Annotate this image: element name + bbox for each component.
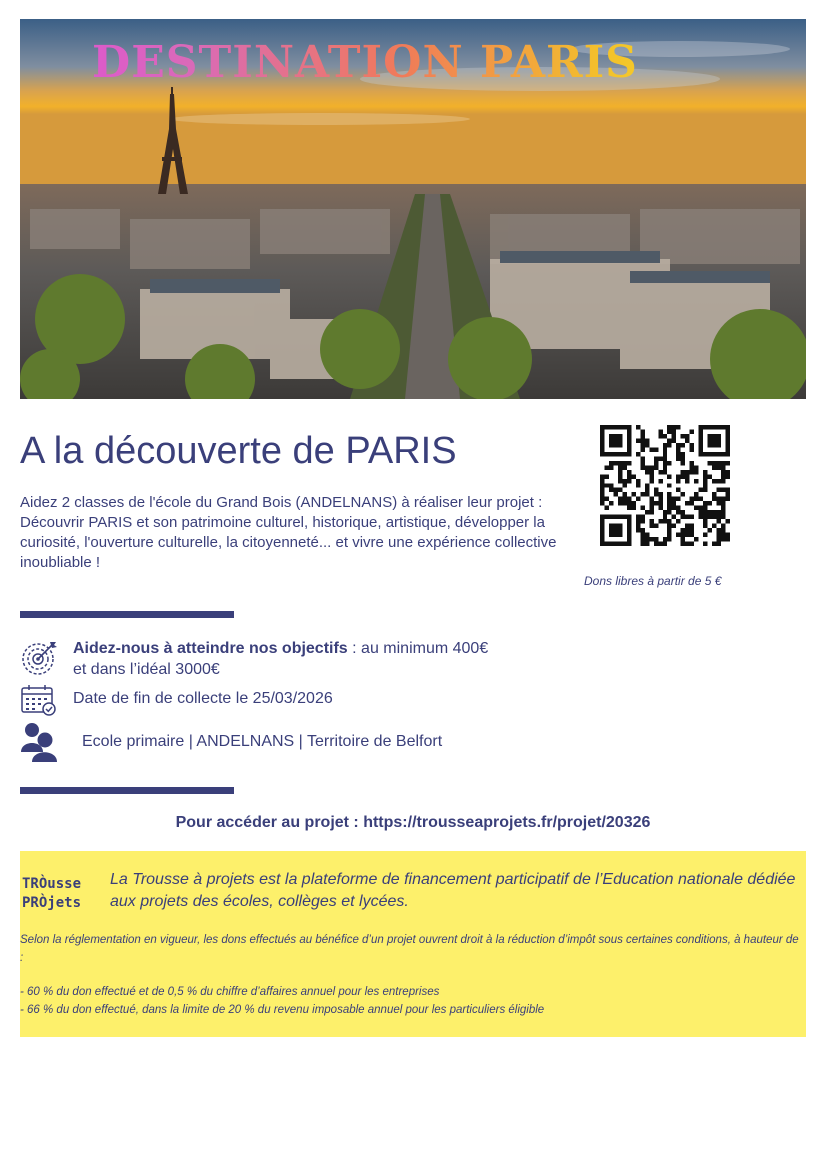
logo-line-1: TRÒusse bbox=[22, 876, 82, 892]
end-date: Date de fin de collecte le 25/03/2026 bbox=[73, 690, 333, 707]
calendar-icon bbox=[21, 684, 57, 716]
info-box bbox=[20, 851, 806, 1037]
platform-description: La Trousse à projets est la plateforme de financement participatif de l’Education nationale dédiée aux projets des écoles, collèges et lycées. bbox=[110, 871, 796, 910]
goal-text bbox=[73, 638, 488, 680]
qr-code-icon[interactable] bbox=[600, 425, 730, 546]
people-icon bbox=[21, 722, 57, 762]
divider-bottom bbox=[20, 787, 234, 794]
project-description: Aidez 2 classes de l'école du Grand Bois (ANDELNANS) à réaliser leur projet : Découvrir PARIS et son patrimoine culturel, historique, artistique, développer la curiosité, l'ouverture culturelle, la citoyenneté... et vivre une expérience collective inoubliable ! bbox=[20, 494, 557, 571]
donation-note: Dons libres à partir de 5 € bbox=[584, 574, 722, 588]
goal-ideal: et dans l’idéal 3000€ bbox=[73, 661, 220, 678]
school-info: Ecole primaire | ANDELNANS | Territoire de Belfort bbox=[82, 733, 443, 750]
legal-item-companies: - 60 % du don effectué et de 0,5 % du chiffre d’affaires annuel pour les entreprises bbox=[20, 986, 440, 998]
legal-intro: Selon la réglementation en vigueur, les dons effectués au bénéfice d’un projet ouvrent droit à la réduction d’impôt sous certaines conditions, à hauteur de : bbox=[20, 934, 799, 964]
trousse-a-projets-logo bbox=[22, 869, 92, 913]
goal-minimum: : au minimum 400€ bbox=[347, 640, 489, 657]
goal-label: Aidez-nous à atteindre nos objectifs bbox=[73, 640, 348, 657]
tax-legal-notice bbox=[20, 932, 800, 1019]
hero-title: DESTINATION PARIS bbox=[20, 37, 710, 88]
hero-banner bbox=[20, 19, 806, 399]
target-icon bbox=[21, 640, 59, 676]
logo-line-2: PRÒjets bbox=[22, 895, 82, 911]
divider-top bbox=[20, 611, 234, 618]
project-title: A la découverte de PARIS bbox=[20, 430, 457, 472]
project-link[interactable]: Pour accéder au projet : https://trousseaprojets.fr/projet/20326 bbox=[175, 814, 651, 831]
legal-item-individuals: - 66 % du don effectué, dans la limite de 20 % du revenu imposable annuel pour les particuliers éligible bbox=[20, 1003, 545, 1016]
